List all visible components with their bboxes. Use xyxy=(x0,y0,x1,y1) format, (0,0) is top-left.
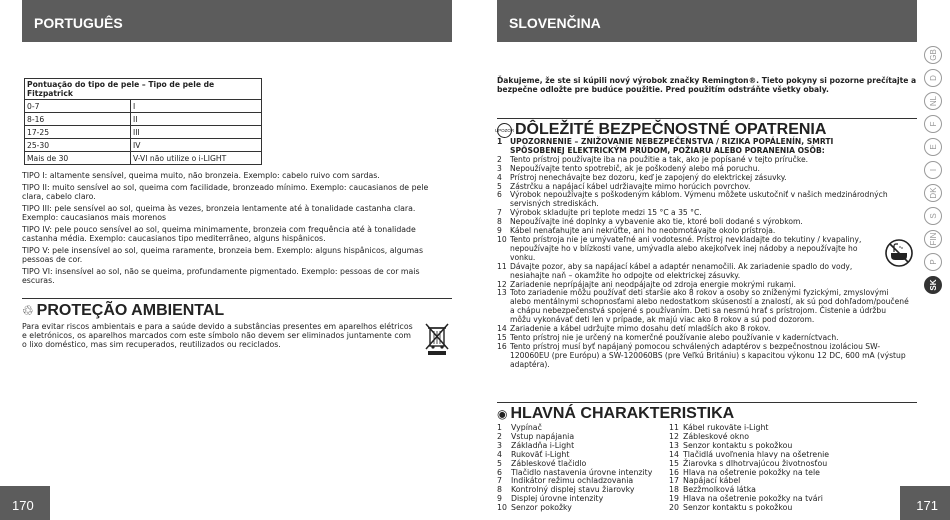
list-item: 17 Napájací kábel xyxy=(669,476,741,486)
list-item: 5 Zástrčku a napájací kábel udržiavajte mimo horúcich povrchov. xyxy=(497,181,751,191)
section-title: PROTEÇÃO AMBIENTAL xyxy=(36,302,225,319)
language-tab[interactable]: GB xyxy=(924,46,942,64)
table-row: 25-30 IV xyxy=(25,139,262,152)
skin-type-text: TIPO III: pele sensível ao sol, queima às vezes, bronzeia lentamente até à tonalidade castanha clara. Exemplo: caucasianos mais morenos xyxy=(22,204,416,222)
language-tab[interactable]: D xyxy=(924,69,942,87)
list-item: 14 Tlačidlá uvoľnenia hlavy na ošetrenie xyxy=(669,449,830,459)
section-title: HLAVNÁ CHARAKTERISTIKA xyxy=(510,405,735,422)
list-item: 11 Dávajte pozor, aby sa napájací kábel a adaptér nenamočili. Ak zariadenie spadlo do vody, nesiahajte naň – okamžite ho odpojte od elektrickej zásuvky. xyxy=(497,261,853,280)
list-item: 2 Vstup napájania xyxy=(497,431,575,441)
header-title: SLOVENČINA xyxy=(509,15,601,31)
language-tab[interactable]: NL xyxy=(924,92,942,110)
table-row: 17-25 III xyxy=(25,126,262,139)
safety-list xyxy=(497,138,909,370)
table-header: Pontuação do tipo de pele – Tipo de pele de Fitzpatrick xyxy=(25,79,262,100)
list-item: 3 Základňa i-Light xyxy=(497,440,575,450)
skin-type-descriptions xyxy=(22,171,442,288)
list-item: 9 Kábel nenaťahujte ani nekrúťte, ani ho neobmotávajte okolo prístroja. xyxy=(497,226,776,236)
page-header-slovak xyxy=(497,0,917,42)
skin-type-text: TIPO I: altamente sensível, queima muito, não bronzeia. Exemplo: cabelo ruivo com sardas. xyxy=(22,171,380,180)
language-tab[interactable]: FIN xyxy=(924,230,942,248)
warning-icon: UPOZOR xyxy=(497,123,512,138)
list-item: 11 Kábel rukoväte i-Light xyxy=(669,423,769,432)
list-item: 3 Nepoužívajte tento spotrebič, ak je poškodený alebo má poruchu. xyxy=(497,163,760,173)
list-item: 8 Nepoužívajte iné doplnky a vybavenie ako tie, ktoré boli dodané s výrobkom. xyxy=(497,217,803,227)
list-item: 6 Výrobok nepoužívajte s poškodeným káblom. Výmenu môžete uskutočniť v našich medzinárodných servisných strediskách. xyxy=(497,190,888,209)
section-title: DÔLEŽITÉ BEZPEČNOSTNÉ OPATRENIA xyxy=(515,121,827,138)
list-item: 6 Tlačidlo nastavenia úrovne intenzity xyxy=(497,467,653,477)
environmental-text: Para evitar riscos ambientais e para a saúde devido a substâncias presentes em aparelhos elétricos e eletrónicos, os aparelhos marcados com este símbolo não devem ser eliminados juntamente com o lixo doméstico, mas sim recuperados, reutilizados ou reciclados. xyxy=(22,322,413,349)
header-title: PORTUGUÊS xyxy=(34,15,123,31)
list-item: 4 Rukoväť i-Light xyxy=(497,449,570,459)
skin-type-text: TIPO VI: insensível ao sol, não se queima, profundamente pigmentado. Exemplo: pessoas de cor mais escuras. xyxy=(22,267,420,285)
skin-type-text: TIPO V: pele insensível ao sol, queima raramente, bronzeia bem. Exemplo: alguns hispânicos, algumas pessoas de cor. xyxy=(22,246,424,264)
no-bath-icon xyxy=(884,238,914,268)
crossed-bin-icon xyxy=(424,322,450,356)
list-item: 7 Indikátor režimu ochladzovania xyxy=(497,476,634,486)
list-item: 15 Žiarovka s dlhotrvajúcou životnosťou xyxy=(669,458,828,468)
list-item: 10 Senzor pokožky xyxy=(497,503,572,513)
safety-heading xyxy=(494,118,917,139)
language-tab[interactable]: E xyxy=(924,138,942,156)
list-item: 14 Zariadenie a kábel udržujte mimo dosahu detí mladších ako 8 rokov. xyxy=(497,324,771,334)
list-item: 19 Hlava na ošetrenie pokožky na tvári xyxy=(669,494,823,504)
list-item: 18 Bezžmolková látka xyxy=(669,485,756,495)
table-row: Mais de 30 V-VI não utilize o i-LIGHT xyxy=(25,152,262,165)
eye-icon: ◉ xyxy=(497,407,508,421)
list-item: 2 Tento prístroj používajte iba na použitie a tak, ako je popísané v tejto príručke. xyxy=(497,154,809,164)
list-item: 5 Zábleskové tlačidlo xyxy=(497,458,587,468)
list-item: 7 Výrobok skladujte pri teplote medzi 15 °C a 35 °C. xyxy=(497,208,702,218)
list-item: 1 UPOZORNENIE – ZNIŽOVANIE NEBEZPEČENSTVA / RIZIKA POPÁLENÍN, SMRTI SPÔSOBENEJ ELEKTRICKÝM PRÚDOM, POŽIARU ALEBO PORANENIA OSÔB: xyxy=(497,137,834,155)
language-tab[interactable]: P xyxy=(924,253,942,271)
list-item: 4 Prístroj nenechávajte bez dozoru, keď je zapojený do elektrickej zásuvky. xyxy=(497,172,787,182)
language-tab[interactable]: I xyxy=(924,161,942,179)
list-item: 1 Vypínač xyxy=(497,423,542,432)
language-tabs xyxy=(924,46,944,299)
fitzpatrick-table xyxy=(24,78,262,165)
page-header-portuguese xyxy=(22,0,452,42)
list-item: 20 Senzor kontaktu s pokožkou xyxy=(669,503,793,513)
main-features-heading xyxy=(497,402,917,423)
list-item: 12 Zábleskové okno xyxy=(669,431,749,441)
language-tab-active[interactable]: SK xyxy=(924,276,942,294)
list-item: 12 Zariadenie neprípájajte ani neodpájajte od zdroja energie mokrými rukami. xyxy=(497,279,796,289)
recycle-icon: ♲ xyxy=(22,303,34,318)
page-number-left: 170 xyxy=(0,486,50,520)
page-number-right: 171 xyxy=(900,486,950,520)
features-list-left xyxy=(497,424,667,513)
skin-type-text: TIPO IV: pele pouco sensível ao sol, queima minimamente, bronzeia com frequência até à tonalidade castanha média. Exemplo: caucasianos tipo mediterrâneo, alguns hispânicos. xyxy=(22,225,416,243)
table-row: 0-7 I xyxy=(25,100,262,113)
list-item: 16 Hlava na ošetrenie pokožky na tele xyxy=(669,467,820,477)
list-item: 16 Tento prístroj musí byť napájaný pomocou schválených adaptérov s bezpečnostnou izoláciou SW-120060EU (pre Európu) a SW-120060BS (pre Veľkú Britániu) s kapacitou výkonu 12 DC, 600 mA (výstup adaptéra). xyxy=(497,341,906,369)
environmental-protection-heading xyxy=(22,298,452,320)
list-item: 15 Tento prístroj nie je určený na komerčné používanie alebo používanie v kaderníctvach. xyxy=(497,332,839,342)
features-list-right xyxy=(669,424,909,513)
language-tab[interactable]: F xyxy=(924,115,942,133)
list-item: 9 Displej úrovne intenzity xyxy=(497,494,604,504)
table-row: 8-16 II xyxy=(25,113,262,126)
list-item: 13 Senzor kontaktu s pokožkou xyxy=(669,440,793,450)
language-tab[interactable]: DK xyxy=(924,184,942,202)
intro-text: Ďakujeme, že ste si kúpili nový výrobok značky Remington®. Tieto pokyny si pozorne prečítajte a bezpečne odložte pre budúce použitie. Pred použitím odstráňte všetky obaly. xyxy=(497,76,917,94)
language-tab[interactable]: S xyxy=(924,207,942,225)
list-item: 8 Kontrolný displej stavu žiarovky xyxy=(497,485,635,495)
list-item: 13 Toto zariadenie môžu používať deti staršie ako 8 rokov a osoby so zníženými fyzickými, zmyslovými alebo mentálnymi schopnosťami alebo nedostatkom skúseností a znalostí, ak sú pod dohľadom/poučené a chápu nebezpečenstvá spojené s používaním. Deti sa nesmú hrať s prístrojom. Čistenie a údržbu môžu vykonávať deti len v prípade, ak majú viac ako 8 rokov a sú pod dozorom. xyxy=(497,288,909,325)
list-item: 10 Tento prístroja nie je umývateľné ani vodotesné. Prístroj nevkladajte do tekutiny / kvapaliny, nepoužívajte ho v blízkosti vane, umývadla alebo akejkoľvek inej nádoby a nepoužívajte ho vonku. xyxy=(497,234,862,262)
skin-type-text: TIPO II: muito sensível ao sol, queima com facilidade, bronzeado mínimo. Exemplo: caucasianos de pele clara, cabelo claro. xyxy=(22,183,429,201)
